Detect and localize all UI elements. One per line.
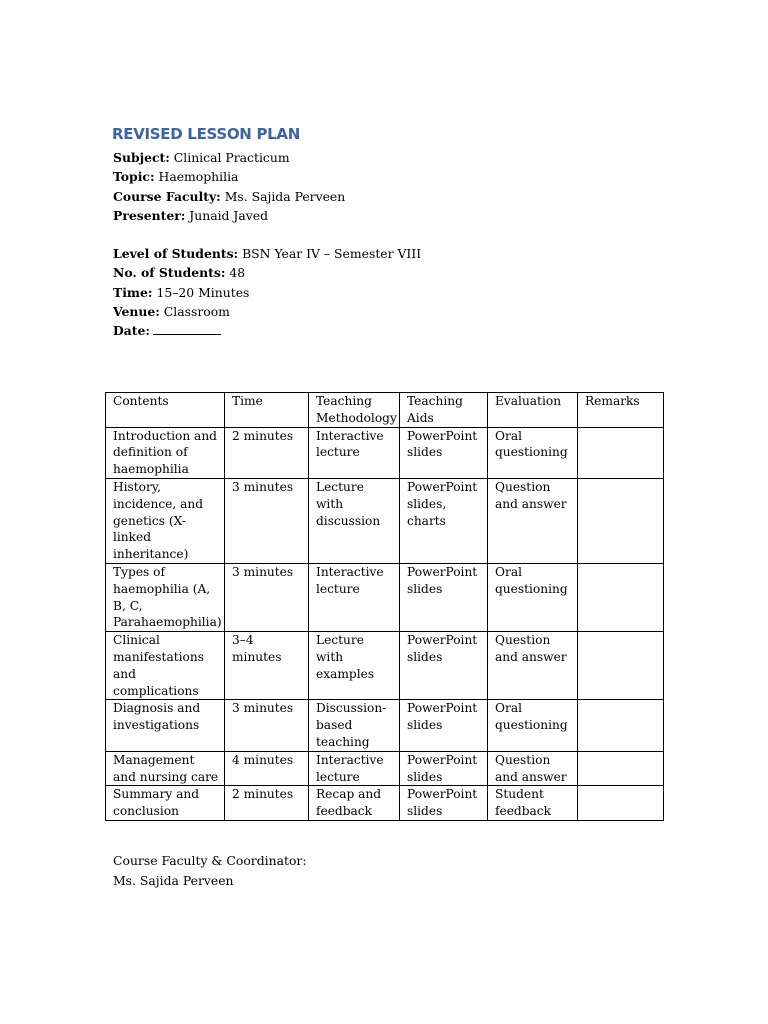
info-row-venue xyxy=(113,302,421,321)
info-value: Clinical Practicum xyxy=(173,150,290,165)
cell-contents: Management and nursing care xyxy=(106,751,225,786)
cell-time: 3 minutes xyxy=(225,700,309,751)
cell-evaluation: Oral questioning xyxy=(488,563,578,631)
footer-name: Ms. Sajida Perveen xyxy=(113,872,234,888)
cell-evaluation: Oral questioning xyxy=(488,700,578,751)
table-row xyxy=(106,632,664,700)
info-row-time xyxy=(113,283,421,302)
cell-time: 3 minutes xyxy=(225,478,309,563)
cell-methodology: Interactive lecture xyxy=(309,563,400,631)
info-label: Time: xyxy=(113,284,153,300)
cell-methodology: Interactive lecture xyxy=(309,751,400,786)
cell-evaluation: Question and answer xyxy=(488,632,578,700)
cell-contents: Introduction and definition of haemophilia xyxy=(106,427,225,478)
cell-time: 3 minutes xyxy=(225,563,309,631)
info-row-presenter xyxy=(113,206,345,225)
table-row xyxy=(106,427,664,478)
footer-role: Course Faculty & Coordinator: xyxy=(113,853,307,868)
info-label: Topic: xyxy=(113,169,155,185)
cell-remarks xyxy=(578,700,664,751)
cell-aids: PowerPoint slides xyxy=(400,563,488,631)
info-value: Classroom xyxy=(163,303,230,319)
info-value: BSN Year IV – Semester VIII xyxy=(242,246,422,261)
cell-aids: PowerPoint slides xyxy=(400,632,488,700)
cell-remarks xyxy=(578,427,664,478)
info-label: Presenter: xyxy=(113,207,186,223)
header-teaching-aids: Teaching Aids xyxy=(400,393,488,428)
date-blank-line xyxy=(153,321,221,335)
table-row xyxy=(106,478,664,563)
info-label: No. of Students: xyxy=(113,265,226,281)
info-value: Ms. Sajida Perveen xyxy=(224,188,346,204)
info-block-course xyxy=(113,148,345,225)
cell-methodology: Interactive lecture xyxy=(309,427,400,478)
info-row-course-faculty xyxy=(113,187,345,206)
info-value: Haemophilia xyxy=(158,169,239,185)
info-row-student-count xyxy=(113,263,421,282)
info-value: Junaid Javed xyxy=(189,207,269,223)
cell-evaluation: Oral questioning xyxy=(488,427,578,478)
info-row-subject xyxy=(113,148,345,167)
cell-evaluation: Student feedback xyxy=(488,786,578,821)
table-row xyxy=(106,786,664,821)
cell-time: 2 minutes xyxy=(225,786,309,821)
header-remarks: Remarks xyxy=(578,393,664,428)
info-label: Course Faculty: xyxy=(113,188,221,204)
info-label: Venue: xyxy=(113,303,160,319)
cell-contents: History, incidence, and genetics (X-linked inheritance) xyxy=(106,478,225,563)
cell-remarks xyxy=(578,786,664,821)
cell-aids: PowerPoint slides xyxy=(400,700,488,751)
info-block-session xyxy=(113,244,421,340)
cell-methodology: Lecture with discussion xyxy=(309,478,400,563)
header-contents: Contents xyxy=(106,393,225,428)
lesson-plan-table xyxy=(105,392,664,821)
cell-remarks xyxy=(578,632,664,700)
header-time: Time xyxy=(225,393,309,428)
info-label: Subject: xyxy=(113,150,170,165)
cell-methodology: Recap and feedback xyxy=(309,786,400,821)
cell-time: 3–4 minutes xyxy=(225,632,309,700)
cell-remarks xyxy=(578,478,664,563)
info-value: 48 xyxy=(229,265,246,281)
cell-contents: Clinical manifestations and complications xyxy=(106,632,225,700)
cell-evaluation: Question and answer xyxy=(488,478,578,563)
footer-signature xyxy=(113,851,307,890)
cell-time: 2 minutes xyxy=(225,427,309,478)
info-row-date xyxy=(113,321,421,340)
cell-remarks xyxy=(578,751,664,786)
cell-aids: PowerPoint slides xyxy=(400,427,488,478)
cell-methodology: Lecture with examples xyxy=(309,632,400,700)
info-value: 15–20 Minutes xyxy=(156,284,250,300)
header-evaluation: Evaluation xyxy=(488,393,578,428)
cell-evaluation: Question and answer xyxy=(488,751,578,786)
cell-contents: Diagnosis and investigations xyxy=(106,700,225,751)
document-title: REVISED LESSON PLAN xyxy=(112,125,300,143)
cell-methodology: Discussion-based teaching xyxy=(309,700,400,751)
header-teaching-methodology: Teaching Methodology xyxy=(309,393,400,428)
table-row xyxy=(106,563,664,631)
cell-contents: Types of haemophilia (A, B, C, Parahaemophilia) xyxy=(106,563,225,631)
table-header-row xyxy=(106,393,664,428)
cell-aids: PowerPoint slides xyxy=(400,751,488,786)
info-label: Level of Students: xyxy=(113,246,239,261)
cell-contents: Summary and conclusion xyxy=(106,786,225,821)
cell-time: 4 minutes xyxy=(225,751,309,786)
info-row-topic xyxy=(113,167,345,186)
cell-remarks xyxy=(578,563,664,631)
table-row xyxy=(106,700,664,751)
cell-aids: PowerPoint slides, charts xyxy=(400,478,488,563)
cell-aids: PowerPoint slides xyxy=(400,786,488,821)
info-row-level xyxy=(113,244,421,263)
table-row xyxy=(106,751,664,786)
info-label: Date: xyxy=(113,323,150,339)
